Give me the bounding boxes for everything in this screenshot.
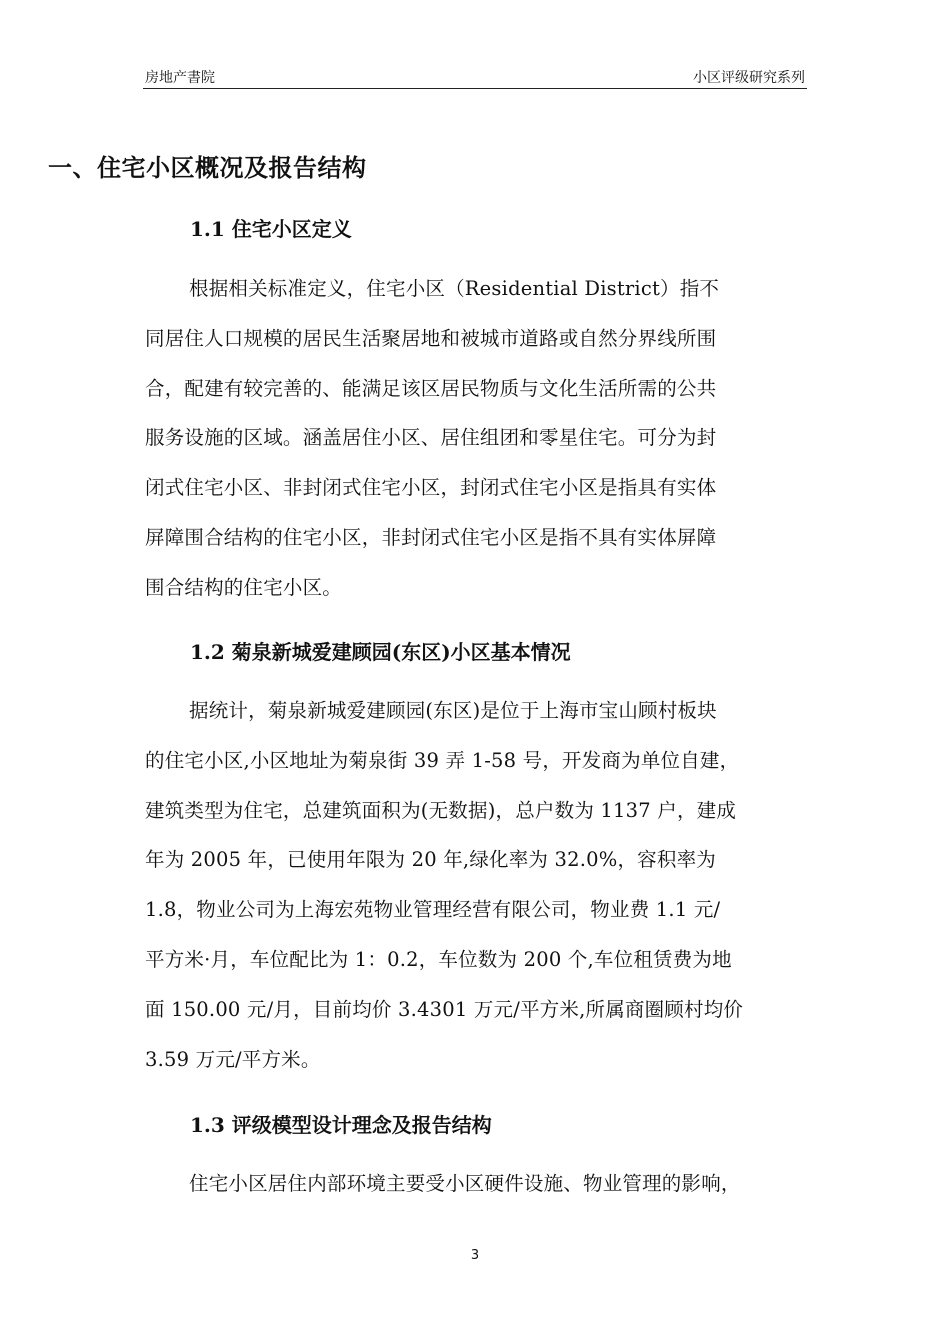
- paragraph-line: 3.59 万元/平方米。: [145, 1047, 321, 1071]
- paragraph-line: 合，配建有较完善的、能满足该区居民物质与文化生活所需的公共: [145, 376, 717, 400]
- paragraph-line: 同居住人口规模的居民生活聚居地和被城市道路或自然分界线所围: [145, 326, 717, 350]
- section-title: 一、住宅小区概况及报告结构: [48, 153, 367, 182]
- paragraph-line: 建筑类型为住宅，总建筑面积为(无数据)，总户数为 1137 户，建成: [145, 798, 737, 822]
- paragraph-line: 服务设施的区域。涵盖居住小区、居住组团和零星住宅。可分为封: [145, 426, 717, 450]
- header-left-title: 房地产書院: [145, 70, 215, 86]
- page-number: 3: [470, 1248, 480, 1263]
- paragraph-line: 的住宅小区,小区地址为菊泉街 39 弄 1-58 号，开发商为单位自建，: [145, 748, 740, 772]
- paragraph-line: 根据相关标准定义，住宅小区（Residential District）指不: [189, 277, 720, 300]
- heading-1-3: 1.3 评级模型设计理念及报告结构: [190, 1113, 492, 1137]
- paragraph-model-design: [145, 1159, 813, 1209]
- header-right-title: 小区评级研究系列: [693, 70, 805, 86]
- paragraph-line: 住宅小区居住内部环境主要受小区硬件设施、物业管理的影响，: [189, 1172, 741, 1195]
- heading-1-2: 1.2 菊泉新城爱建顾园(东区)小区基本情况: [190, 640, 571, 664]
- paragraph-line: 1.8，物业公司为上海宏苑物业管理经营有限公司，物业费 1.1 元/: [145, 898, 721, 922]
- heading-1-1: 1.1 住宅小区定义: [190, 217, 352, 241]
- paragraph-line: 年为 2005 年，已使用年限为 20 年,绿化率为 32.0%，容积率为: [145, 848, 716, 872]
- paragraph-line: 围合结构的住宅小区。: [145, 575, 343, 599]
- paragraph-line: 闭式住宅小区、非封闭式住宅小区，封闭式住宅小区是指具有实体: [145, 476, 717, 500]
- paragraph-line: 屏障围合结构的住宅小区，非封闭式住宅小区是指不具有实体屏障: [145, 525, 717, 549]
- paragraph-line: 平方米·月，车位配比为 1：0.2，车位数为 200 个,车位租赁费为地: [145, 947, 732, 971]
- paragraph-line: 据统计，菊泉新城爱建顾园(东区)是位于上海市宝山顾村板块: [189, 699, 717, 722]
- paragraph-basic-info: [145, 686, 813, 1084]
- paragraph-line: 面 150.00 元/月，目前均价 3.4301 万元/平方米,所属商圈顾村均价: [145, 997, 744, 1021]
- paragraph-definition: [145, 264, 813, 613]
- page-header: [143, 66, 807, 89]
